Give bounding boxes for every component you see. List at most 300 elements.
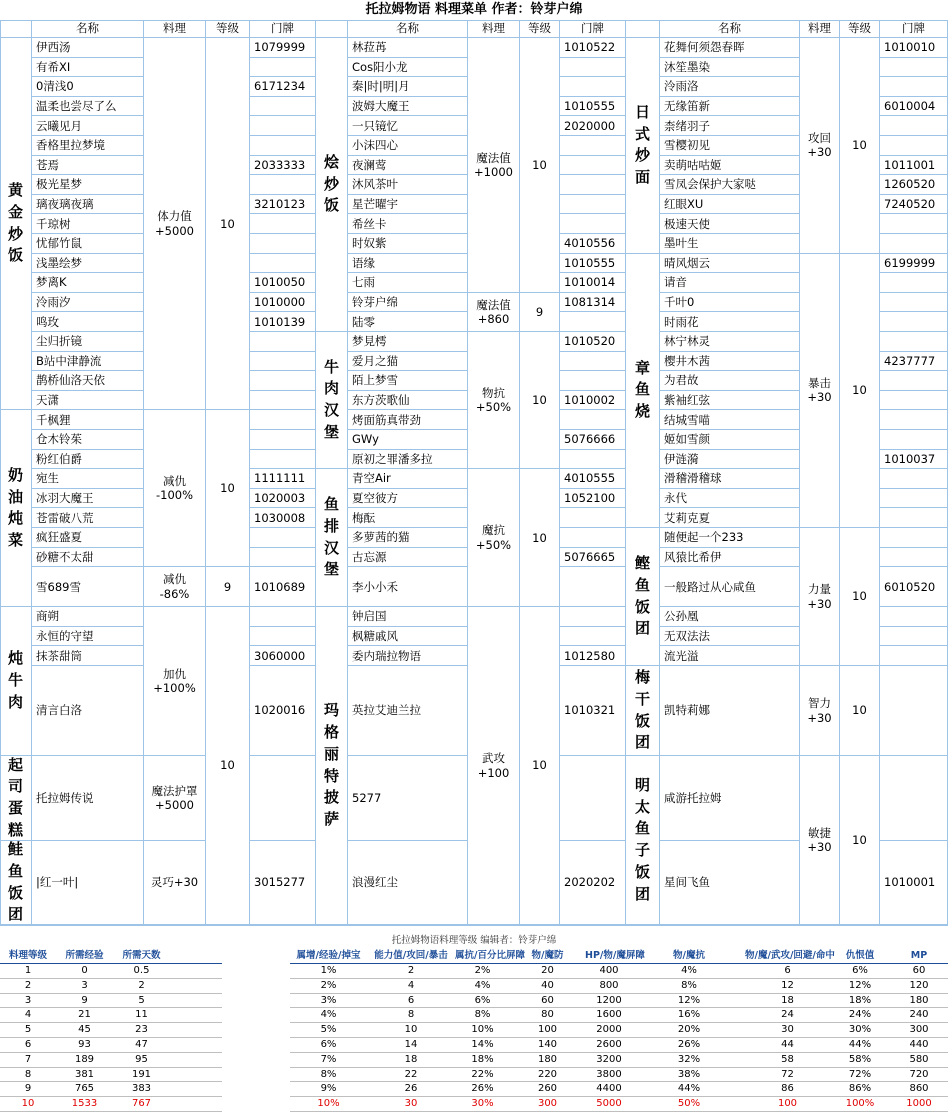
player-name: 花舞何须怨春晖 [660, 38, 800, 58]
door-number: 2020000 [560, 116, 626, 136]
level-table-cell: 7% [290, 1053, 367, 1068]
level-table-cell: 18% [830, 994, 890, 1009]
level-table-cell: 18 [745, 994, 830, 1009]
player-name: 古忘源 [348, 548, 468, 568]
door-number: 7240520 [880, 195, 948, 215]
door-number: 3210123 [250, 195, 316, 215]
col2-header-door: 门牌 [560, 20, 626, 38]
col2-header-dish: 料理 [468, 20, 520, 38]
dish-category: 炖牛肉 [0, 607, 32, 756]
level-table-cell: 21 [56, 1008, 113, 1023]
player-name: 5277 [348, 756, 468, 841]
player-name: 无双法法 [660, 627, 800, 647]
col2-header-name: 名称 [348, 20, 468, 38]
level-table-cell: 400 [585, 964, 633, 979]
level-table-cell: 5 [113, 994, 170, 1009]
dish-category: 黄金炒饭 [0, 38, 32, 410]
level-table-cell: 23 [113, 1023, 170, 1038]
col1-header-blank [0, 20, 32, 38]
door-number [880, 214, 948, 234]
door-number [880, 607, 948, 627]
player-name: 青空Air [348, 469, 468, 489]
level-table-cell: 767 [113, 1097, 170, 1112]
dish-level: 9 [206, 567, 250, 607]
player-name: 香格里拉梦境 [32, 136, 144, 156]
player-name: 红眼XU [660, 195, 800, 215]
player-name: 雪凤会保护大家哒 [660, 175, 800, 195]
door-number [250, 234, 316, 254]
player-name: 清言白洛 [32, 666, 144, 756]
level-table-cell: 8% [455, 1008, 510, 1023]
level-table-header: HP/物/魔屏障 [585, 948, 633, 964]
level-table-cell: 58 [745, 1053, 830, 1068]
door-number [880, 293, 948, 313]
level-table-cell: 95 [113, 1053, 170, 1068]
level-table-cell: 9 [0, 1082, 56, 1097]
door-number [250, 352, 316, 372]
level-table-cell: 220 [510, 1068, 585, 1083]
player-name: 梦見樗 [348, 332, 468, 352]
dish-level: 10 [206, 38, 250, 410]
door-number [880, 77, 948, 97]
level-table-cell: 1 [0, 964, 56, 979]
door-number [880, 508, 948, 528]
level-table-header [170, 948, 222, 964]
level-table-cell: 2600 [585, 1038, 633, 1053]
dish-level: 10 [840, 254, 880, 528]
level-table-cell [170, 1097, 222, 1112]
door-number: 1010010 [880, 38, 948, 58]
level-table-cell: 4 [0, 1008, 56, 1023]
door-number: 1052100 [560, 489, 626, 509]
level-table-cell: 8 [0, 1068, 56, 1083]
level-table-header: 能力值/攻回/暴击 [367, 948, 455, 964]
player-name: 姬如雪颜 [660, 430, 800, 450]
level-table-cell: 26 [367, 1082, 455, 1097]
level-table-cell: 18 [367, 1053, 455, 1068]
door-number [250, 116, 316, 136]
player-name: 咸游托拉姆 [660, 756, 800, 841]
col3-header-dish: 料理 [800, 20, 840, 38]
col2-header-blank [316, 20, 348, 38]
dish-effect [144, 756, 206, 841]
door-number: 1010139 [250, 312, 316, 332]
door-number: 1010555 [560, 97, 626, 117]
player-name: 艾莉克夏 [660, 508, 800, 528]
dish-level: 10 [520, 332, 560, 469]
door-number: 1081314 [560, 293, 626, 313]
level-table-cell: 12% [830, 979, 890, 994]
level-table-cell: 12 [745, 979, 830, 994]
level-table-cell: 383 [113, 1082, 170, 1097]
dish-effect [800, 756, 840, 925]
player-name: 晴风烟云 [660, 254, 800, 274]
door-number [880, 116, 948, 136]
door-number: 1010522 [560, 38, 626, 58]
dish-effect-line: 智力 [808, 696, 831, 711]
door-number [250, 214, 316, 234]
col1-header-level: 等级 [206, 20, 250, 38]
player-name: 尘归折镜 [32, 332, 144, 352]
door-number [880, 528, 948, 548]
col2-header-level: 等级 [520, 20, 560, 38]
door-number [560, 352, 626, 372]
dish-effect-line: 魔法值 [476, 150, 511, 165]
door-number: 1010002 [560, 391, 626, 411]
door-number [560, 77, 626, 97]
level-table-cell: 4400 [585, 1082, 633, 1097]
door-number: 4237777 [880, 352, 948, 372]
door-number [250, 97, 316, 117]
door-number [560, 156, 626, 176]
dish-effect-line: 魔抗 [482, 523, 505, 538]
level-table-cell: 12% [633, 994, 745, 1009]
door-number: 1010001 [880, 841, 948, 925]
door-number: 1010520 [560, 332, 626, 352]
dish-category: 玛格丽特披萨 [316, 607, 348, 925]
player-name: 仓木铃茱 [32, 430, 144, 450]
dish-category: 奶油炖菜 [0, 410, 32, 607]
player-name: 抹茶甜筒 [32, 646, 144, 666]
door-number [880, 666, 948, 756]
dish-effect-line: +100 [477, 765, 510, 780]
level-table-cell: 300 [890, 1023, 948, 1038]
level-table-cell: 3 [0, 994, 56, 1009]
player-name: 陆零 [348, 312, 468, 332]
level-table-cell: 30 [367, 1097, 455, 1112]
dish-effect [144, 410, 206, 567]
door-number: 1012580 [560, 646, 626, 666]
door-number [560, 136, 626, 156]
player-name: 千枫狸 [32, 410, 144, 430]
player-name: 一只镜忆 [348, 116, 468, 136]
door-number: 2020202 [560, 841, 626, 925]
player-name: 李小小禾 [348, 567, 468, 607]
level-table-cell: 3200 [585, 1053, 633, 1068]
door-number: 3060000 [250, 646, 316, 666]
level-table-cell: 30 [745, 1023, 830, 1038]
player-name: 英拉艾迪兰拉 [348, 666, 468, 756]
level-table-cell: 9% [290, 1082, 367, 1097]
player-name: 天潇 [32, 391, 144, 411]
player-name: 小沫四心 [348, 136, 468, 156]
door-number: 4010555 [560, 469, 626, 489]
col3-header-blank [626, 20, 660, 38]
level-table-cell: 6% [455, 994, 510, 1009]
level-table-cell: 800 [585, 979, 633, 994]
level-table-cell: 22% [455, 1068, 510, 1083]
door-number: 5076666 [560, 430, 626, 450]
door-number [250, 254, 316, 274]
player-name: 枫糖戚风 [348, 627, 468, 647]
dish-effect [468, 469, 520, 607]
door-number [560, 410, 626, 430]
player-name: 滑稽滑稽球 [660, 469, 800, 489]
door-number [560, 528, 626, 548]
door-number: 5076665 [560, 548, 626, 568]
player-name: 多萝茜的猫 [348, 528, 468, 548]
level-table-cell: 120 [890, 979, 948, 994]
door-number [880, 469, 948, 489]
level-table-cell: 50% [633, 1097, 745, 1112]
level-table-cell [170, 994, 222, 1009]
level-table-header: 所需经验 [56, 948, 113, 964]
dish-category: 章鱼烧 [626, 254, 660, 528]
level-table-cell: 6% [830, 964, 890, 979]
dish-effect-line: +30 [807, 710, 832, 725]
door-number [880, 234, 948, 254]
door-number [880, 136, 948, 156]
player-name: 泠雨汐 [32, 293, 144, 313]
level-table-cell: 2 [0, 979, 56, 994]
door-number [250, 136, 316, 156]
player-name: 希丝卡 [348, 214, 468, 234]
dish-effect-line: +30 [807, 840, 832, 854]
dish-level: 10 [206, 607, 250, 925]
door-number [880, 548, 948, 568]
player-name: 忧郁竹鼠 [32, 234, 144, 254]
dish-category: 鱼排汉堡 [316, 469, 348, 607]
player-name: 铃芽户绵 [348, 293, 468, 313]
player-name: 为君故 [660, 371, 800, 391]
level-table-cell: 6 [745, 964, 830, 979]
player-name: 公孙凰 [660, 607, 800, 627]
dish-level: 10 [840, 666, 880, 756]
player-name: 林菈苒 [348, 38, 468, 58]
level-table-header: 所需天数 [113, 948, 170, 964]
dish-category: 起司蛋糕 [0, 756, 32, 841]
door-number: 1010555 [560, 254, 626, 274]
level-table-title: 托拉姆物语料理等级 编辑者：铃芽户绵 [391, 935, 557, 946]
door-number: 1010050 [250, 273, 316, 293]
level-table-cell [170, 979, 222, 994]
player-name: B站中津静流 [32, 352, 144, 372]
dish-effect [468, 38, 520, 293]
dish-effect-line: -100% [155, 488, 194, 503]
player-name: 梦离K [32, 273, 144, 293]
player-name: 樱井木茜 [660, 352, 800, 372]
level-table-cell: 30% [455, 1097, 510, 1112]
level-table-cell: 180 [510, 1053, 585, 1068]
level-table-cell: 4% [290, 1008, 367, 1023]
level-table-cell: 1600 [585, 1008, 633, 1023]
door-number [880, 58, 948, 78]
dish-effect [800, 254, 840, 528]
player-name: 沐风茶叶 [348, 175, 468, 195]
player-name: 沐笙墨染 [660, 58, 800, 78]
level-table-cell: 24% [830, 1008, 890, 1023]
level-table-cell [170, 964, 222, 979]
level-table-cell: 260 [510, 1082, 585, 1097]
player-name: 千琼树 [32, 214, 144, 234]
level-table-cell: 0.5 [113, 964, 170, 979]
level-table-cell: 2 [113, 979, 170, 994]
door-number [250, 430, 316, 450]
level-table-cell: 2 [367, 964, 455, 979]
player-name: 雪689雪 [32, 567, 144, 607]
door-number [880, 391, 948, 411]
level-table-cell: 22 [367, 1068, 455, 1083]
level-table-header: 物/魔防 [510, 948, 585, 964]
door-number [880, 756, 948, 841]
level-table-cell: 60 [890, 964, 948, 979]
dish-effect [144, 38, 206, 410]
player-name: 原初之罪潘多拉 [348, 450, 468, 470]
door-number [880, 312, 948, 332]
player-name: 璃夜璃夜璃 [32, 195, 144, 215]
door-number [250, 627, 316, 647]
level-table-cell: 93 [56, 1038, 113, 1053]
dish-effect-line: +30 [807, 390, 832, 405]
dish-effect-line: 武攻 [482, 751, 505, 766]
level-table-cell: 3800 [585, 1068, 633, 1083]
door-number [250, 756, 316, 841]
player-name: GWy [348, 430, 468, 450]
level-table-cell: 16% [633, 1008, 745, 1023]
player-name: 极速天使 [660, 214, 800, 234]
door-number [560, 371, 626, 391]
dish-effect-line: +5000 [155, 798, 194, 812]
player-name: 浪漫红尘 [348, 841, 468, 925]
level-table-cell: 14 [367, 1038, 455, 1053]
player-name: 温柔也尝尽了么 [32, 97, 144, 117]
player-name: 卖萌咕咕姬 [660, 156, 800, 176]
level-table-cell: 3% [290, 994, 367, 1009]
level-table-cell: 1533 [56, 1097, 113, 1112]
door-number: 1010000 [250, 293, 316, 313]
dish-effect-line: +50% [475, 400, 512, 415]
level-table-cell: 720 [890, 1068, 948, 1083]
dish-effect [144, 607, 206, 756]
dish-level: 10 [840, 528, 880, 666]
dish-category: 日式炒面 [626, 38, 660, 254]
level-table-cell: 32% [633, 1053, 745, 1068]
player-name: 风猿比希伊 [660, 548, 800, 568]
dish-effect-line: 灵巧+30 [150, 875, 199, 890]
level-table-cell: 5000 [585, 1097, 633, 1112]
dish-effect [468, 607, 520, 925]
level-table-cell: 38% [633, 1068, 745, 1083]
door-number [880, 430, 948, 450]
dish-effect-line: 魔法值 [476, 297, 511, 312]
level-table-cell [170, 1068, 222, 1083]
door-number: 1010689 [250, 567, 316, 607]
level-table-cell: 80 [510, 1008, 585, 1023]
level-table-cell: 6 [0, 1038, 56, 1053]
level-table-cell: 3 [56, 979, 113, 994]
dish-level: 10 [840, 38, 880, 254]
player-name: 无缘笛新 [660, 97, 800, 117]
level-table-cell: 2000 [585, 1023, 633, 1038]
door-number [560, 508, 626, 528]
player-name: 流光溢 [660, 646, 800, 666]
player-name: 时奴紫 [348, 234, 468, 254]
door-number [250, 450, 316, 470]
player-name: 有希XI [32, 58, 144, 78]
door-number: 1020016 [250, 666, 316, 756]
level-table-cell: 5% [290, 1023, 367, 1038]
player-name: 苍雷破八荒 [32, 508, 144, 528]
door-number: 1111111 [250, 469, 316, 489]
level-table-cell: 47 [113, 1038, 170, 1053]
dish-effect-line: 力量 [808, 582, 831, 597]
level-table-cell: 86 [745, 1082, 830, 1097]
player-name: 波姆大魔王 [348, 97, 468, 117]
level-table-cell: 6% [290, 1038, 367, 1053]
dish-effect [144, 841, 206, 925]
dish-level: 10 [520, 607, 560, 925]
dish-effect-line: +100% [153, 681, 196, 696]
level-table-cell: 26% [633, 1038, 745, 1053]
level-table-cell: 18% [455, 1053, 510, 1068]
player-name: 柰绪羽子 [660, 116, 800, 136]
door-number: 6171234 [250, 77, 316, 97]
level-table-cell: 4% [455, 979, 510, 994]
dish-level: 10 [840, 756, 880, 925]
level-table-cell: 14% [455, 1038, 510, 1053]
player-name: 鸣玫 [32, 312, 144, 332]
player-name: 烤面筋真带劲 [348, 410, 468, 430]
player-name: |红一叶| [32, 841, 144, 925]
level-table-cell: 580 [890, 1053, 948, 1068]
door-number [560, 58, 626, 78]
door-number [880, 332, 948, 352]
level-table-cell: 765 [56, 1082, 113, 1097]
player-name: 林宁林灵 [660, 332, 800, 352]
dish-effect-line: 敏捷 [808, 825, 831, 840]
level-table-cell: 381 [56, 1068, 113, 1083]
dish-effect-line: +30 [807, 596, 832, 611]
level-table-cell: 6 [367, 994, 455, 1009]
player-name: 永恒的守望 [32, 627, 144, 647]
door-number [560, 450, 626, 470]
dish-effect [800, 666, 840, 756]
player-name: 一般路过从心咸鱼 [660, 567, 800, 607]
dish-category: 牛肉汉堡 [316, 332, 348, 469]
level-table-cell: 60 [510, 994, 585, 1009]
level-table-header: 料理等级 [0, 948, 56, 964]
level-table-cell: 1000 [890, 1097, 948, 1112]
player-name: 雪樱初见 [660, 136, 800, 156]
dish-category: 烩炒饭 [316, 38, 348, 332]
player-name: 永代 [660, 489, 800, 509]
dish-effect-line: 暴击 [808, 375, 831, 390]
col1-header-dish: 料理 [144, 20, 206, 38]
player-name: 泠雨洛 [660, 77, 800, 97]
player-name: 云曦见月 [32, 116, 144, 136]
door-number [880, 273, 948, 293]
dish-level: 9 [520, 293, 560, 332]
dish-effect-line: +50% [475, 537, 512, 552]
level-table-cell: 8 [367, 1008, 455, 1023]
dish-category: 鲣鱼饭团 [626, 528, 660, 666]
player-name: 时雨花 [660, 312, 800, 332]
player-name: 鹊桥仙洛天依 [32, 371, 144, 391]
level-table-cell [170, 1023, 222, 1038]
player-name: 钟启国 [348, 607, 468, 627]
level-table-cell: 11 [113, 1008, 170, 1023]
door-number [880, 371, 948, 391]
player-name: 极光星梦 [32, 175, 144, 195]
player-name: 结城雪喵 [660, 410, 800, 430]
dish-effect-line: +860 [477, 311, 510, 326]
dish-effect-line: 体力值 [157, 209, 192, 224]
player-name: 随便起一个233 [660, 528, 800, 548]
dish-level: 10 [520, 469, 560, 607]
door-number [560, 567, 626, 607]
player-name: 冰羽大魔王 [32, 489, 144, 509]
player-name: 东方茨歌仙 [348, 391, 468, 411]
